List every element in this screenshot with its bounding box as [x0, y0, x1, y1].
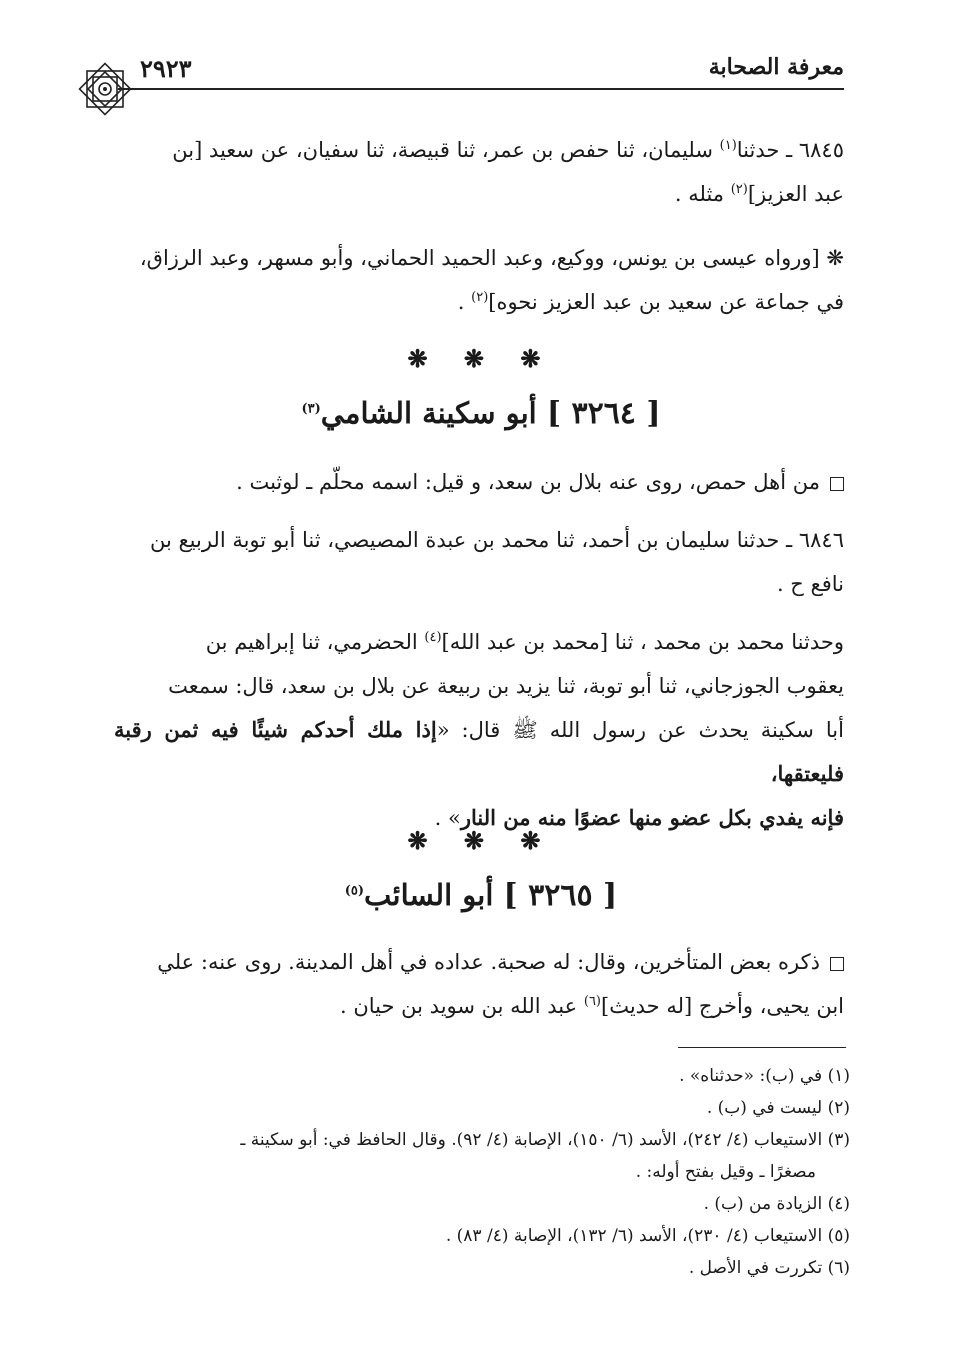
entry-heading-3264 [0, 396, 962, 431]
text-run: » . [434, 806, 461, 830]
footnote-ref[interactable]: (٦) [583, 994, 601, 1009]
text-line [114, 172, 844, 216]
footnote-ref[interactable]: (١) [719, 138, 737, 153]
footnote-ref[interactable]: (٥) [344, 883, 365, 899]
hadith-matn: فإنه يفدي بكل عضو منها عضوًا منه من النار [460, 805, 844, 830]
running-title: معرفة الصحابة [708, 54, 844, 80]
square-bullet-icon [830, 957, 844, 971]
entry-name: أبو سكينة الشامي [320, 396, 537, 430]
entry-intro-3265 [114, 940, 844, 1028]
text-run: ذكره بعض المتأخرين، وقال: له صحبة. عداده في أهل المدينة. روى عنه: علي [157, 950, 820, 974]
text-run: . [457, 290, 472, 314]
text-line [114, 708, 844, 796]
footnote-rule [678, 1047, 846, 1048]
ornament-star-icon [74, 58, 136, 120]
entry-number: [ ٣٢٦٤ ] [546, 396, 661, 431]
text-run: ٦٨٤٥ ـ حدثنا [736, 138, 844, 162]
text-run: سليمان، ثنا حفص بن عمر، ثنا قبيصة، ثنا سفيان، عن سعيد [بن [172, 138, 720, 162]
text-line [114, 460, 844, 504]
text-line [114, 128, 844, 172]
section-separator: ❋ ❋ ❋ [407, 344, 555, 373]
footnote-ref[interactable]: (٢) [730, 182, 748, 197]
text-line: ٦٨٤٦ ـ حدثنا سليمان بن أحمد، ثنا محمد بن عبدة المصيصي، ثنا أبو توبة الربيع بن [149, 528, 844, 552]
page-number: ٢٩٢٣ [140, 54, 192, 83]
text-line: ❋ [ورواه عيسى بن يونس، ووكيع، وعبد الحميد الحماني، وأبو مسهر، وعبد الرزاق، [139, 246, 844, 270]
footnotes [110, 1060, 850, 1284]
footnote: (٥) الاستيعاب (٤/ ٢٣٠)، الأسد (٦/ ١٣٢)، الإصابة (٤/ ٨٣) . [445, 1226, 850, 1246]
square-bullet-icon [830, 477, 844, 491]
footnote: (٢) ليست في (ب) . [706, 1098, 850, 1118]
entry-number: [ ٣٢٦٥ ] [503, 878, 618, 913]
narration-note [114, 236, 844, 324]
text-run: ابن يحيى، وأخرج [له حديث] [601, 994, 844, 1018]
footnote-ref[interactable]: (٤) [424, 630, 442, 645]
entry-intro-3264 [114, 460, 844, 504]
footnote: (١) في (ب): «حدثناه» . [679, 1066, 850, 1086]
footnote: (٦) تكررت في الأصل . [688, 1258, 850, 1278]
text-line [114, 984, 844, 1028]
hadith-matn: إذا ملك أحدكم شيئًا فيه ثمن رقبة فليعتقها، [114, 717, 844, 786]
text-run: مثله . [674, 182, 731, 206]
text-run: من أهل حمص، روى عنه بلال بن سعد، و قيل: اسمه محلّم ـ لوثبت . [236, 470, 820, 494]
footnote-continuation: مصغرًا ـ وقيل بفتح أوله: . [635, 1162, 816, 1182]
text-run: عبد العزيز] [747, 182, 844, 206]
footnote-ref[interactable]: (٢) [471, 290, 489, 305]
text-run: الحضرمي، ثنا إبراهيم بن [205, 630, 425, 654]
text-line: يعقوب الجوزجاني، ثنا أبو توبة، ثنا يزيد بن ربيعة عن بلال بن سعد، قال: سمعت [168, 674, 844, 698]
text-run: في جماعة عن سعيد بن عبد العزيز نحوه] [488, 290, 844, 314]
section-separator: ❋ ❋ ❋ [407, 826, 555, 855]
footnote: (٣) الاستيعاب (٤/ ٢٤٢)، الأسد (٦/ ١٥٠)، الإصابة (٤/ ٩٢). وقال الحافظ في: أبو سكينة ـ [240, 1130, 850, 1150]
text-run: أبا سكينة يحدث عن رسول الله ﷺ قال: « [436, 718, 844, 742]
text-line: نافع ح . [776, 572, 844, 596]
text-line [114, 940, 844, 984]
footnote-ref[interactable]: (٣) [301, 401, 321, 417]
footnote: (٤) الزيادة من (ب) . [703, 1194, 850, 1214]
text-run: وحدثنا محمد بن محمد ، ثنا [محمد بن عبد الله] [441, 630, 844, 654]
text-line [114, 620, 844, 664]
entry-name: أبو السائب [364, 878, 494, 912]
hadith-6845 [114, 128, 844, 216]
entry-heading-3265 [0, 878, 962, 913]
header-rule [118, 88, 844, 90]
text-line [114, 280, 844, 324]
hadith-chain [114, 620, 844, 840]
text-run: عبد الله بن سويد بن حيان . [340, 994, 584, 1018]
hadith-6846 [114, 518, 844, 606]
